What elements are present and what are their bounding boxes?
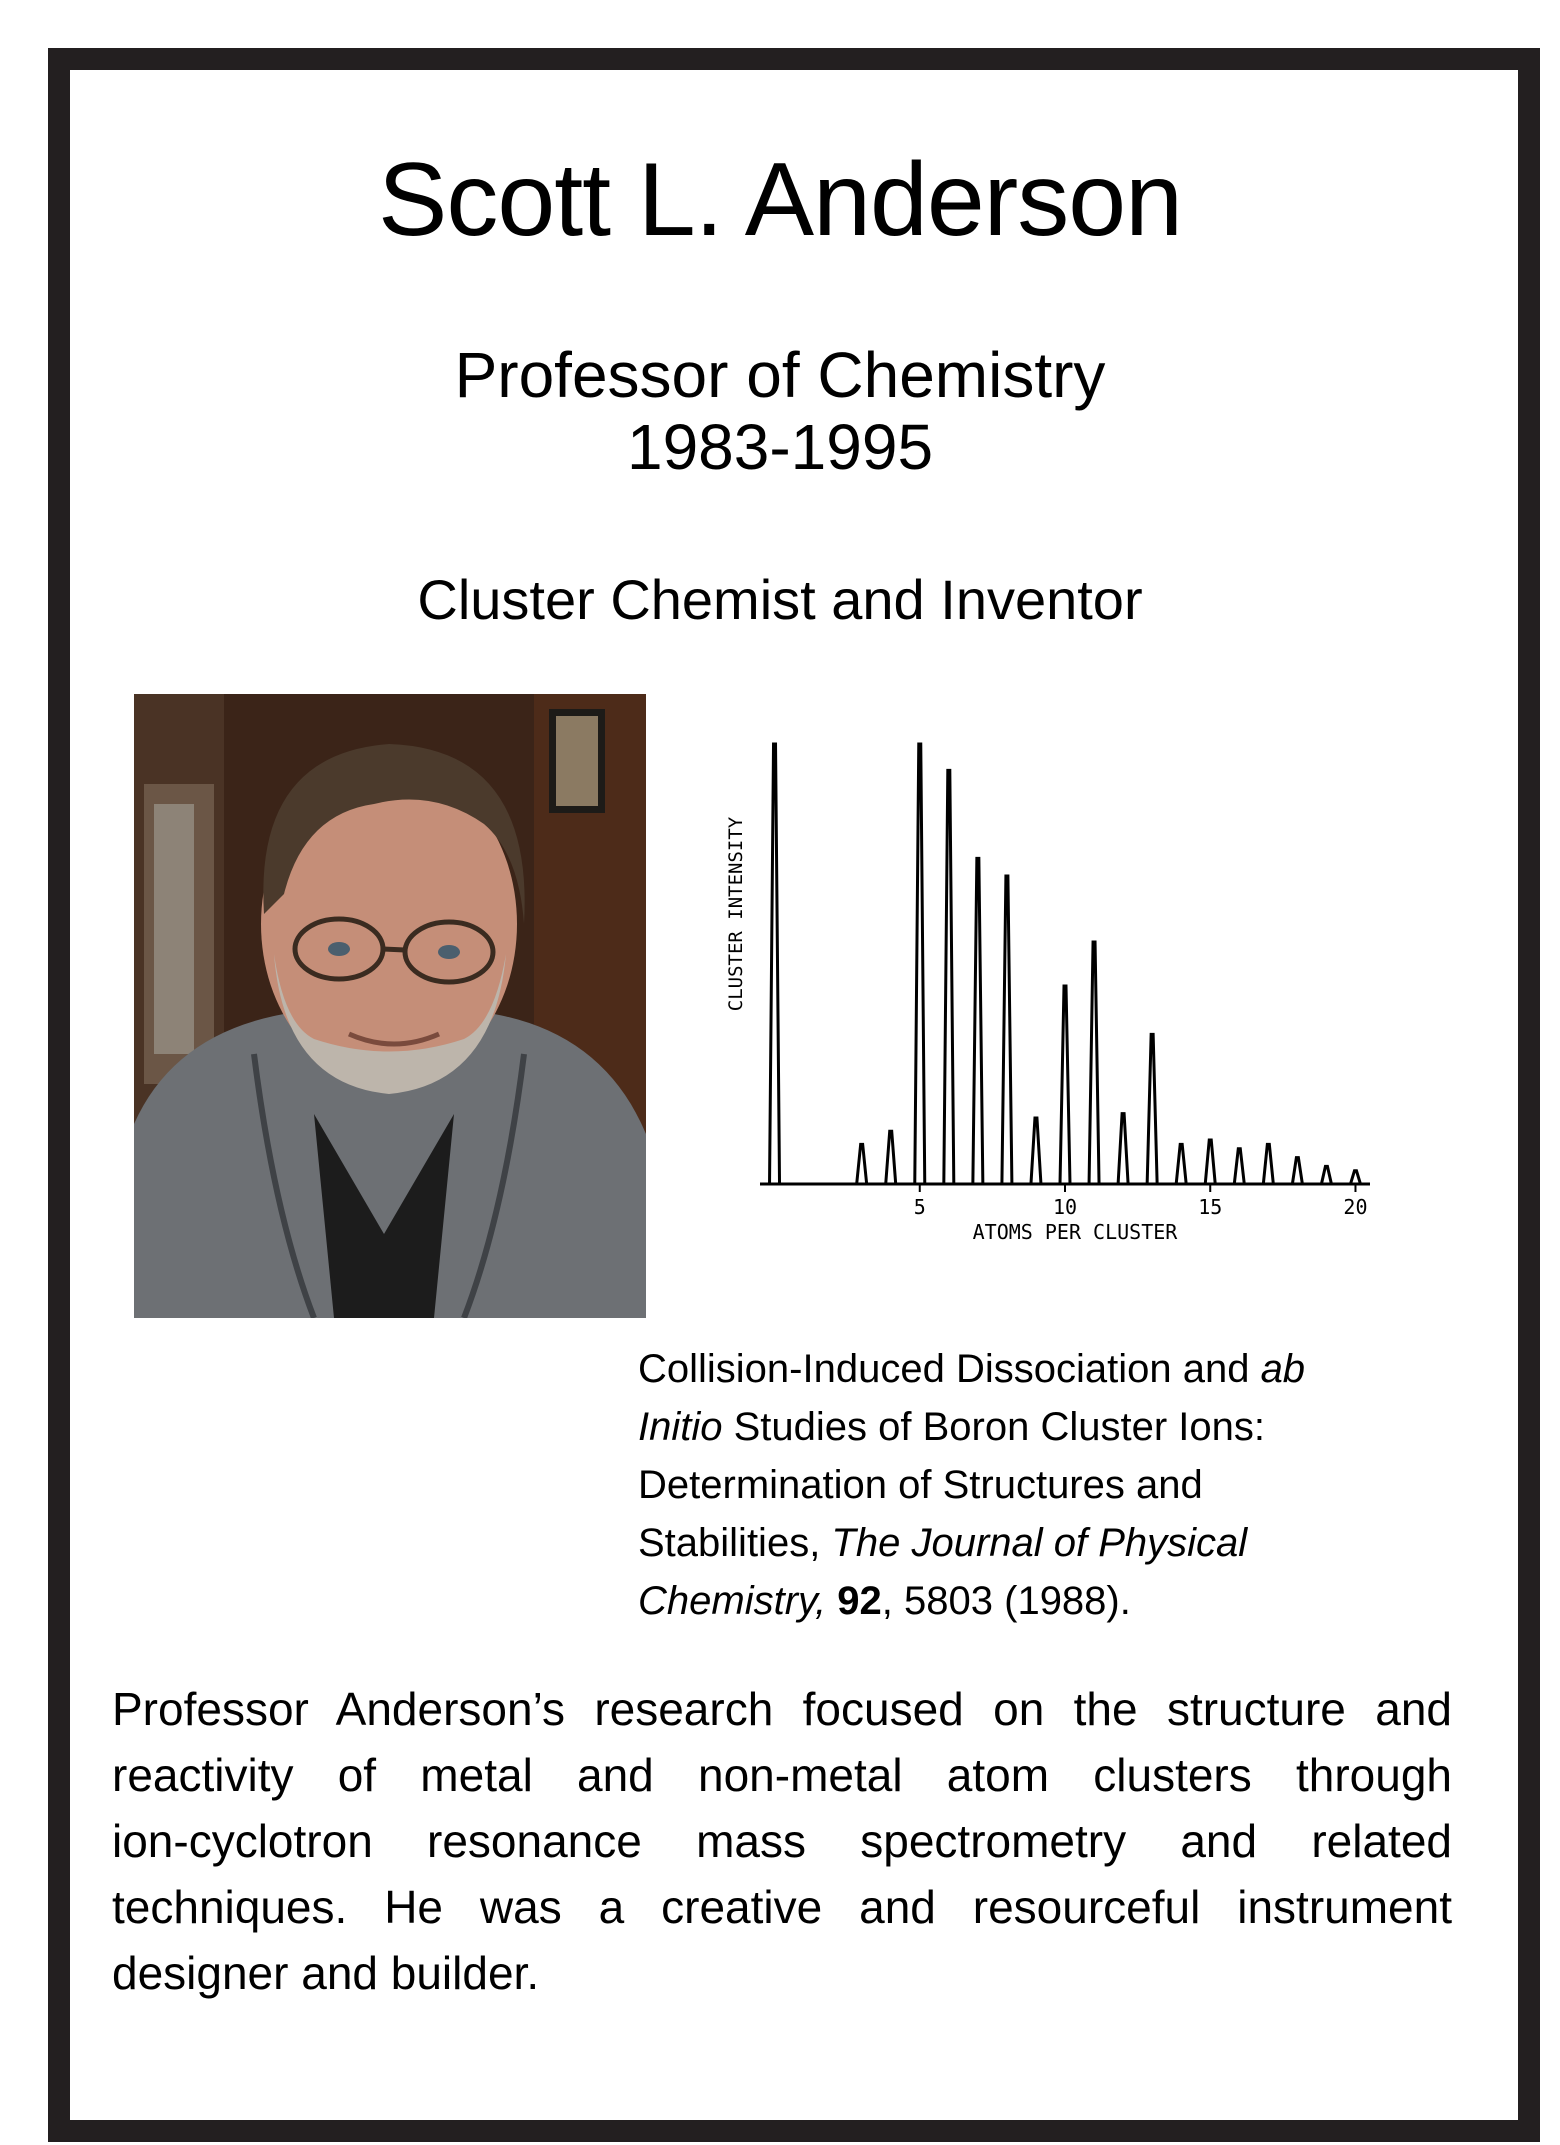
y-axis-label: CLUSTER INTENSITY: [725, 816, 747, 1012]
caption-line-5: Chemistry, 92, 5803 (1988).: [638, 1579, 1131, 1623]
summary-line: techniques. He was a creative and resourceful instrument: [112, 1881, 1452, 1933]
person-name: Scott L. Anderson: [378, 142, 1182, 258]
x-axis-label: ATOMS PER CLUSTER: [972, 1220, 1178, 1244]
spectrum-peak: [1205, 1140, 1215, 1184]
spectrum-peak: [1176, 1144, 1186, 1184]
spectrum-peak: [1031, 1118, 1041, 1184]
role-block: [0, 340, 1560, 483]
spectrum-peak: [1292, 1158, 1302, 1184]
spectrum-peak: [1234, 1149, 1244, 1184]
spectrum-peak: [886, 1131, 896, 1184]
summary-line: reactivity of metal and non-metal atom clusters through: [112, 1749, 1452, 1801]
tagline: Cluster Chemist and Inventor: [417, 568, 1143, 631]
summary-line: Professor Anderson’s research focused on the structure and: [112, 1683, 1452, 1735]
spectrum-peak: [1321, 1166, 1331, 1184]
x-tick-label: 10: [1052, 1195, 1078, 1219]
spectrum-peak: [915, 744, 925, 1184]
job-title: Professor of Chemistry: [454, 339, 1106, 411]
spectrum-peak: [1002, 876, 1012, 1184]
caption-line-2: Initio Studies of Boron Cluster Ions:: [638, 1405, 1265, 1449]
research-summary: [112, 1676, 1452, 2006]
spectrum-peak: [1147, 1034, 1157, 1184]
spectrum-peak: [1118, 1114, 1128, 1184]
spectrum-peak: [1089, 942, 1099, 1184]
x-tick-label: 15: [1198, 1195, 1223, 1219]
summary-line: designer and builder.: [112, 1947, 540, 1999]
x-tick-label: 5: [913, 1195, 926, 1219]
spectrum-peak: [1350, 1171, 1360, 1184]
spectrum-peak: [1060, 986, 1070, 1184]
spectrum-peak: [1263, 1144, 1273, 1184]
spectrum-peak: [944, 770, 954, 1184]
chart-svg: [720, 724, 1380, 1284]
caption-line-1: Collision-Induced Dissociation and ab: [638, 1347, 1306, 1391]
summary-line: ion-cyclotron resonance mass spectrometry and related: [112, 1815, 1452, 1867]
portrait-photo: [134, 694, 646, 1318]
cluster-spectrum-chart: [720, 724, 1380, 1284]
x-tick-label: 20: [1343, 1195, 1368, 1219]
publication-caption: [638, 1340, 1418, 1630]
caption-line-3: Determination of Structures and: [638, 1463, 1203, 1507]
spectrum-peak: [770, 744, 780, 1184]
spectrum-peak: [857, 1144, 867, 1184]
spectrum-peak: [973, 858, 983, 1184]
caption-line-4: Stabilities, The Journal of Physical: [638, 1521, 1248, 1565]
portrait-image: [134, 694, 646, 1318]
tenure-years: 1983-1995: [626, 410, 934, 483]
